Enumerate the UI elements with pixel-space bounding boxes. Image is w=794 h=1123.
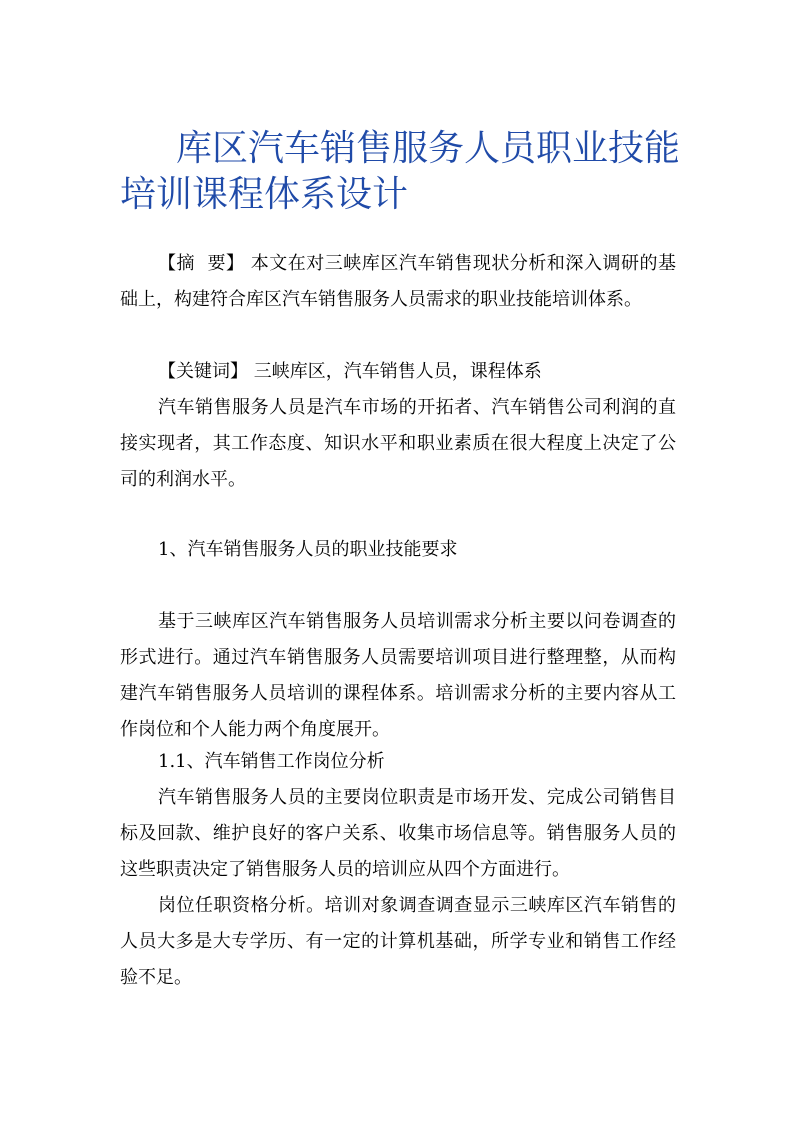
section-1-1-paragraph-1: 汽车销售服务人员的主要岗位职责是市场开发、完成公司销售目标及回款、维护良好的客户关系、收集市场信息等。销售服务人员的这些职责决定了销售服务人员的培训应从四个方面进行。	[120, 787, 676, 880]
keywords-paragraph	[120, 354, 676, 390]
section-1-1-paragraph-2: 岗位任职资格分析。培训对象调查调查显示三峡库区汽车销售的人员大多是大专学历、有一定的计算机基础，所学专业和销售工作经验不足。	[120, 895, 676, 988]
keywords-text: 三峡库区，汽车销售人员，课程体系	[248, 361, 542, 382]
section-1-1-heading: 1.1、汽车销售工作岗位分析	[158, 751, 385, 772]
abstract-paragraph	[120, 246, 676, 318]
abstract-text: 本文在对三峡库区汽车销售现状分析和深入调研的基础上，构建符合库区汽车销售服务人员需求的职业技能培训体系。	[120, 253, 676, 310]
keywords-label: 【关键词】	[158, 361, 248, 382]
section-1-heading: 1、汽车销售服务人员的职业技能要求	[158, 539, 458, 560]
intro-paragraph: 汽车销售服务人员是汽车市场的开拓者、汽车销售公司利润的直接实现者，其工作态度、知识水平和职业素质在很大程度上决定了公司的利润水平。	[120, 397, 676, 490]
section-1-paragraph: 基于三峡库区汽车销售服务人员培训需求分析主要以问卷调查的形式进行。通过汽车销售服务人员需要培训项目进行整理整，从而构建汽车销售服务人员培训的课程体系。培训需求分析的主要内容从工作岗位和个人能力两个角度展开。	[120, 611, 676, 740]
document-title	[120, 126, 680, 218]
abstract-label: 【摘 要】	[158, 253, 245, 274]
document-title-text: 库区汽车销售服务人员职业技能培训课程体系设计	[120, 128, 681, 215]
